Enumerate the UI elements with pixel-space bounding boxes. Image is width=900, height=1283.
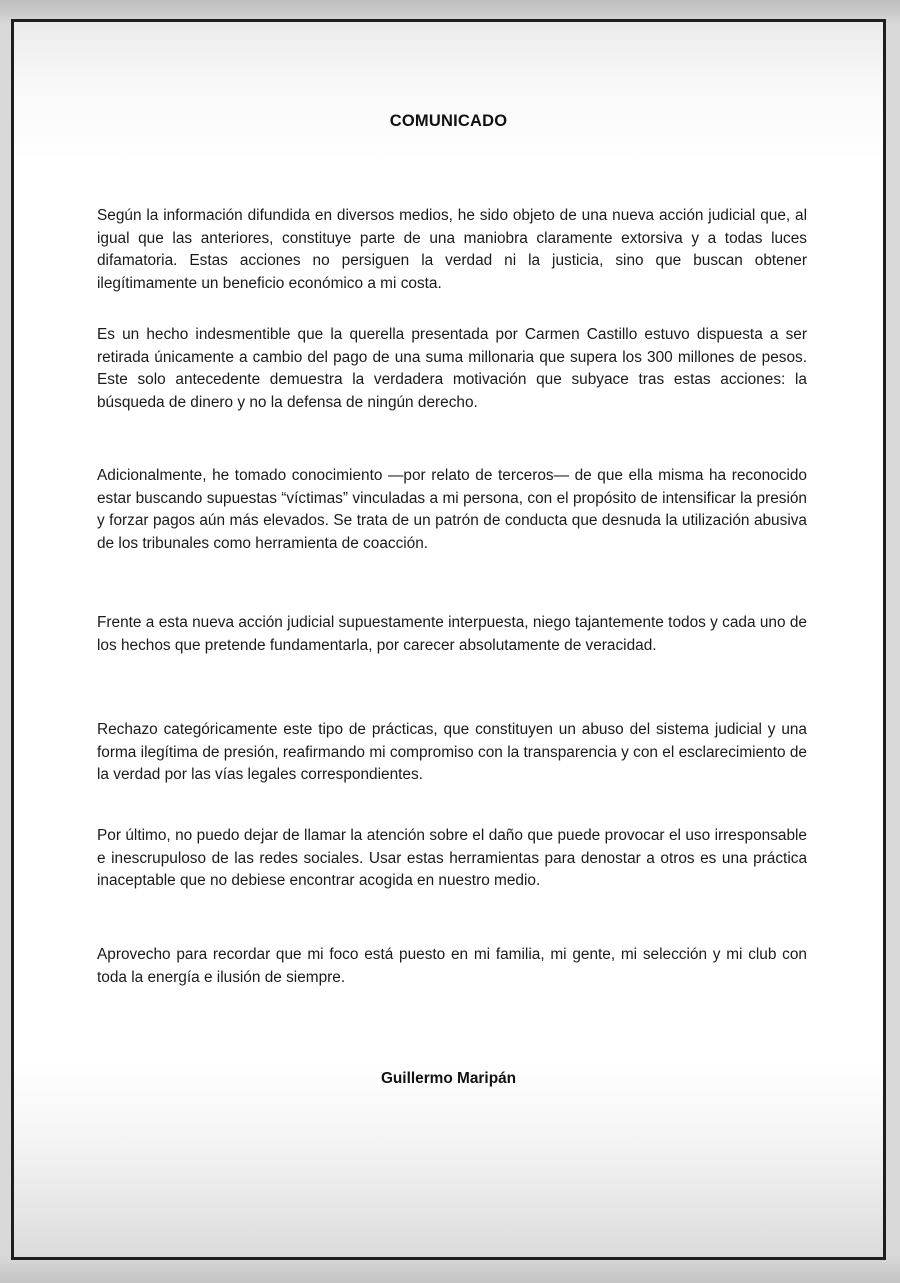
paragraph-2: Es un hecho indesmentible que la querella presentada por Carmen Castillo estuvo dispuesta a ser retirada únicamente a cambio del pago de una suma millonaria que supera los 300 millones de pesos. Este solo antecedente demuestra la verdadera motivación que subyace tras estas acciones: la búsqueda de dinero y no la defensa de ningún derecho. [97, 326, 807, 411]
document-title: COMUNICADO [389, 112, 508, 130]
paragraph-5: Rechazo categóricamente este tipo de prácticas, que constituyen un abuso del sistema judicial y una forma ilegítima de presión, reafirmando mi compromiso con la transparencia y con el esclarecimiento de la verdad por las vías legales correspondientes. [97, 721, 807, 784]
signature-name: Guillermo Maripán [380, 1070, 517, 1087]
document-frame [11, 19, 886, 1260]
paragraph-1: Según la información difundida en diversos medios, he sido objeto de una nueva acción judicial que, al igual que las anteriores, constituye parte de una maniobra claramente extorsiva y a todas luces difamatoria. Estas acciones no persiguen la verdad ni la justicia, sino que buscan obtener ilegítimamente un beneficio económico a mi costa. [97, 207, 807, 292]
paragraph-3: Adicionalmente, he tomado conocimiento —por relato de terceros— de que ella misma ha reconocido estar buscando supuestas “víctimas” vinculadas a mi persona, con el propósito de intensificar la presión y forzar pagos aún más elevados. Se trata de un patrón de conducta que desnuda la utilización abusiva de los tribunales como herramienta de coacción. [97, 467, 807, 552]
paragraph-6: Por último, no puedo dejar de llamar la atención sobre el daño que puede provocar el uso irresponsable e inescrupuloso de las redes sociales. Usar estas herramientas para denostar a otros es una práctica inaceptable que no debiese encontrar acogida en nuestro medio. [97, 827, 807, 890]
paragraph-7: Aprovecho para recordar que mi foco está puesto en mi familia, mi gente, mi selección y mi club con toda la energía e ilusión de siempre. [97, 946, 807, 986]
paragraph-4: Frente a esta nueva acción judicial supuestamente interpuesta, niego tajantemente todos y cada uno de los hechos que pretende fundamentarla, por carecer absolutamente de veracidad. [97, 614, 807, 654]
